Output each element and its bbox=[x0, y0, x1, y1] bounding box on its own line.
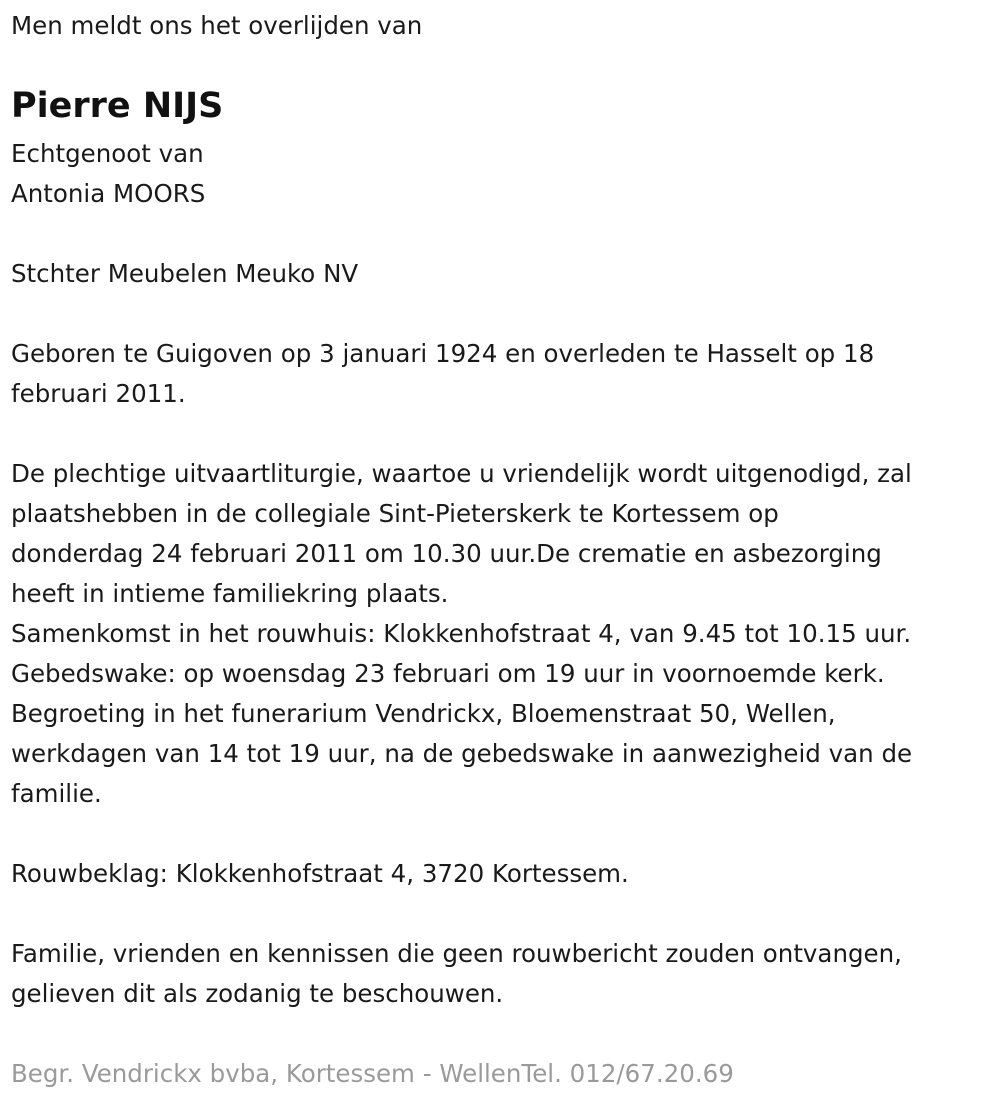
paragraph-line: Begroeting in het funerarium Vendrickx, Bloemenstraat 50, Wellen, bbox=[11, 699, 836, 728]
paragraph-line: heeft in intieme familiekring plaats. bbox=[11, 579, 449, 608]
funeral-home-footer: Begr. Vendrickx bvba, Kortessem - WellenTel. 012/67.20.69 bbox=[11, 1059, 734, 1088]
paragraph-line: Geboren te Guigoven op 3 januari 1924 en overleden te Hasselt op 18 bbox=[11, 339, 875, 368]
company-text: Stchter Meubelen Meuko NV bbox=[11, 259, 359, 288]
paragraph-line: Gebedswake: op woensdag 23 februari om 19 uur in voornoemde kerk. bbox=[11, 659, 885, 688]
ceremony-paragraph bbox=[11, 454, 912, 814]
paragraph-line: werkdagen van 14 tot 19 uur, na de gebedswake in aanwezigheid van de bbox=[11, 739, 913, 768]
paragraph-line: gelieven dit als zodanig te beschouwen. bbox=[11, 979, 504, 1008]
deceased-name: Pierre NIJS bbox=[11, 86, 224, 126]
paragraph-line: Familie, vrienden en kennissen die geen rouwbericht zouden ontvangen, bbox=[11, 939, 902, 968]
paragraph-line: familie. bbox=[11, 779, 102, 808]
paragraph-line: De plechtige uitvaartliturgie, waartoe u vriendelijk wordt uitgenodigd, zal bbox=[11, 459, 912, 488]
paragraph-line: donderdag 24 februari 2011 om 10.30 uur.De crematie en asbezorging bbox=[11, 539, 882, 568]
relation-text: Echtgenoot van bbox=[11, 139, 204, 168]
notice-paragraph bbox=[11, 934, 902, 1014]
paragraph-line: februari 2011. bbox=[11, 379, 186, 408]
intro-text: Men meldt ons het overlijden van bbox=[11, 11, 423, 40]
spouse-name: Antonia MOORS bbox=[11, 179, 206, 208]
paragraph-line: plaatshebben in de collegiale Sint-Pieterskerk te Kortessem op bbox=[11, 499, 779, 528]
birth-death-paragraph bbox=[11, 334, 874, 414]
paragraph-line: Samenkomst in het rouwhuis: Klokkenhofstraat 4, van 9.45 tot 10.15 uur. bbox=[11, 619, 912, 648]
spouse-block bbox=[11, 134, 205, 214]
condolence-address: Rouwbeklag: Klokkenhofstraat 4, 3720 Kortessem. bbox=[11, 859, 629, 888]
